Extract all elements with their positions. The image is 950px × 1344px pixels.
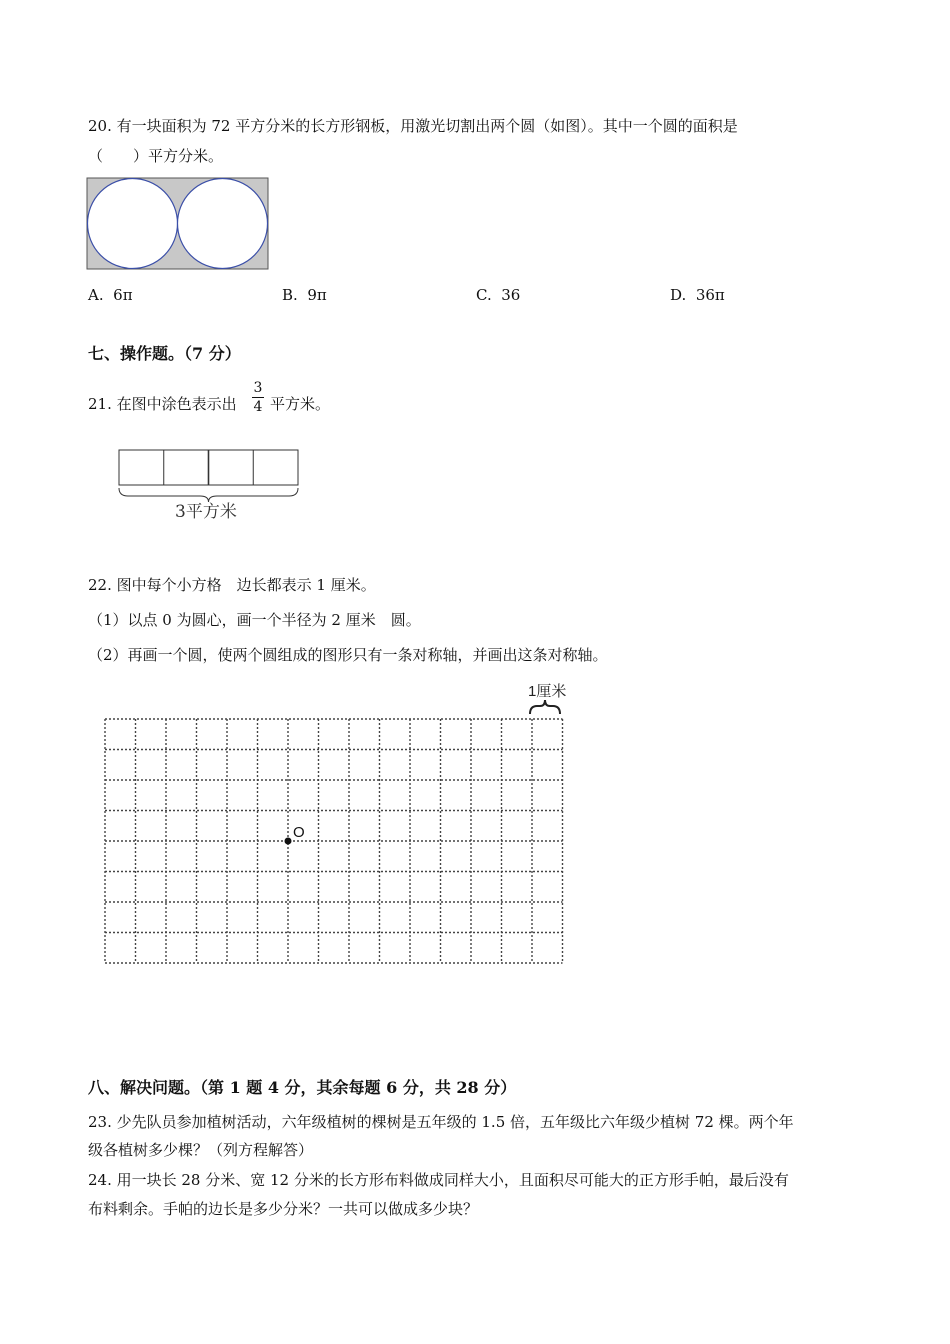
q20-plate-figure <box>86 177 270 271</box>
option-text: 36 <box>501 286 521 304</box>
q20-text-line1: 20. 有一块面积为 72 平方分米的长方形钢板，用激光切割出两个圆（如图）。其中一个圆的面积是 <box>88 117 738 135</box>
grid-lines <box>105 719 563 963</box>
q20-option-c[interactable] <box>476 285 520 305</box>
bar-brace <box>119 488 298 502</box>
unit-label: 1厘米 <box>528 683 567 700</box>
option-letter: D. <box>670 286 687 304</box>
q21-suffix: 平方米。 <box>270 395 331 413</box>
q20-option-a[interactable] <box>88 285 133 305</box>
option-text: 36π <box>695 286 725 304</box>
q21-prefix: 21. 在图中涂色表示出 <box>88 395 237 413</box>
section8-heading: 八、解决问题。（第 1 题 4 分，其余每题 6 分，共 28 分） <box>88 1078 517 1097</box>
section7-heading: 七、操作题。（7 分） <box>88 344 241 363</box>
q22-part2: （2）再画一个圆，使两个圆组成的图形只有一条对称轴，并画出这条对称轴。 <box>88 646 608 664</box>
q22-grid-figure[interactable] <box>100 676 570 970</box>
unit-brace <box>530 700 560 714</box>
point-o-label: O <box>293 824 305 841</box>
q20-option-d[interactable] <box>670 285 725 305</box>
option-text: 6π <box>113 286 133 304</box>
q22-part1: （1）以点 0 为圆心，画一个半径为 2 厘米 圆。 <box>88 611 421 629</box>
option-letter: B. <box>282 286 298 304</box>
q21-bar-figure[interactable] <box>116 446 302 502</box>
q23-line2: 级各植树多少棵？（列方程解答） <box>88 1141 314 1159</box>
option-text: 9π <box>307 286 327 304</box>
q23-line1: 23. 少先队员参加植树活动，六年级植树的棵树是五年级的 1.5 倍，五年级比六年级少植树 72 棵。两个年 <box>88 1113 794 1131</box>
q21-fraction <box>252 380 264 415</box>
fraction-bar <box>252 397 264 398</box>
fraction-denominator: 4 <box>253 399 263 415</box>
q21-brace-label: 3平方米 <box>175 502 237 522</box>
circle-right <box>178 179 268 269</box>
q24-line1: 24. 用一块长 28 分米、宽 12 分米的长方形布料做成同样大小，且面积尽可能大的正方形手帕，最后没有 <box>88 1171 789 1189</box>
q20-text-line2: （ ）平方分米。 <box>88 147 224 165</box>
q20-option-b[interactable] <box>282 285 327 305</box>
q24-line2: 布料剩余。手帕的边长是多少分米？一共可以做成多少块？ <box>88 1200 479 1218</box>
q22-intro: 22. 图中每个小方格 边长都表示 1 厘米。 <box>88 576 376 594</box>
fraction-numerator: 3 <box>253 380 263 396</box>
circle-left <box>88 179 178 269</box>
option-letter: C. <box>476 286 492 304</box>
option-letter: A. <box>88 286 104 304</box>
center-point-o <box>285 838 292 845</box>
